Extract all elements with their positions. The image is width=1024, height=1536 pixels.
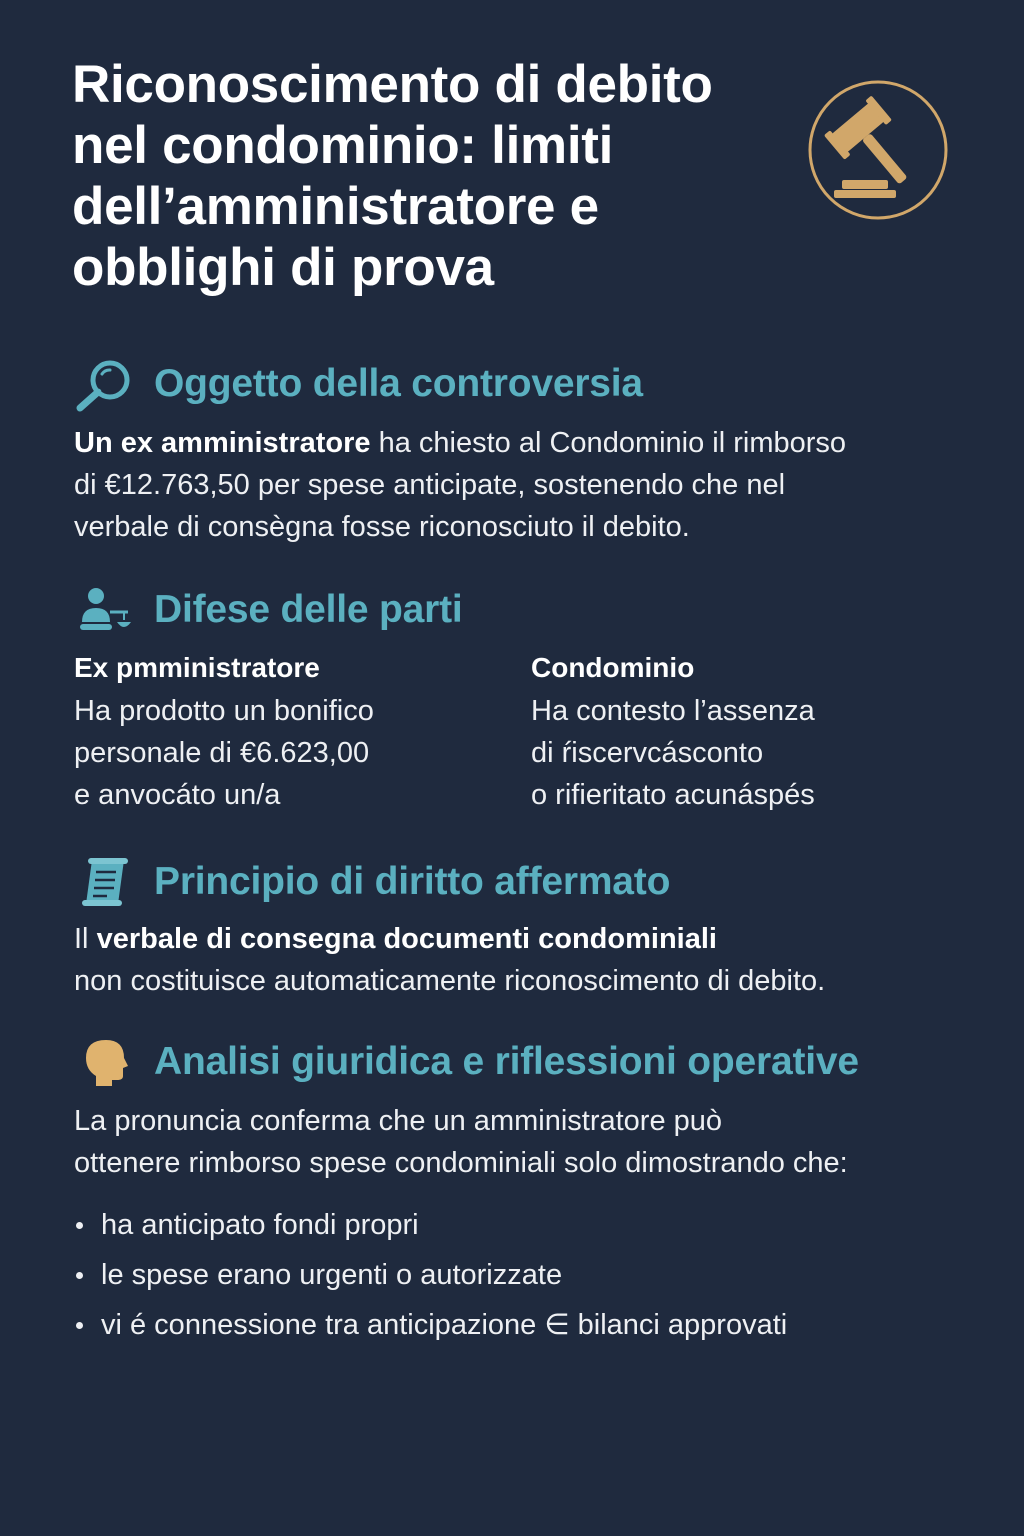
bullet-dot: [76, 1222, 83, 1229]
section-oggetto-title: Oggetto della controversia: [154, 362, 643, 405]
section-analisi-text: [74, 1100, 994, 1184]
magnifier-icon: [74, 356, 134, 412]
section-principio-heading: [74, 854, 670, 910]
difese-right-line: o rifieritato acunáspés: [531, 779, 815, 811]
list-item: [74, 1200, 787, 1250]
section-oggetto-text: [74, 422, 994, 548]
parties-scale-icon: [74, 582, 134, 638]
oggetto-lead: Un ex amministratore: [74, 427, 371, 459]
difese-left-line: personale di €6.623,00: [74, 737, 370, 769]
page-title: [72, 54, 792, 298]
gavel-icon: [796, 80, 960, 244]
bullet-text: ha anticipato fondi propri: [101, 1209, 419, 1241]
oggetto-line2: di €12.763,50 per spese anticipate, sostenendo che nel: [74, 469, 786, 501]
oggetto-line1-rest: ha chiesto al Condominio il rimborso: [370, 427, 847, 459]
principio-prefix: Il: [74, 923, 97, 955]
title-line-3: dell’amministratore e: [72, 177, 599, 236]
difese-left-line: Ha prodotto un bonifico: [74, 695, 374, 727]
difese-left-line: e anvocáto un/a: [74, 779, 281, 811]
difese-left-column: [74, 648, 494, 816]
analisi-line1: La pronuncia conferma che un amministratore può: [74, 1105, 723, 1137]
list-item: [74, 1250, 787, 1300]
section-analisi-heading: [74, 1034, 859, 1090]
analisi-line2: ottenere rimborso spese condominiali solo dimostrando che:: [74, 1147, 848, 1179]
section-difese-heading: [74, 582, 463, 638]
title-line-2: nel condominio: limiti: [72, 116, 614, 175]
bullet-text: vi é connessione tra anticipazione ∈ bilanci approvati: [101, 1309, 788, 1341]
section-principio-text: [74, 918, 994, 1002]
scroll-icon: [74, 854, 134, 910]
analisi-bullet-list: [74, 1200, 787, 1350]
bullet-text: le spese erano urgenti o autorizzate: [101, 1259, 563, 1291]
difese-right-title: Condominio: [531, 652, 695, 683]
oggetto-line3: verbale di consègna fosse riconosciuto il debito.: [74, 511, 690, 543]
difese-right-line: Ha contesto l’assenza: [531, 695, 815, 727]
section-analisi-title: Analisi giuridica e riflessioni operative: [154, 1040, 859, 1083]
difese-left-title: Ex pmministratore: [74, 652, 320, 683]
list-item: [74, 1300, 787, 1350]
title-line-1: Riconoscimento di debito: [72, 55, 713, 114]
difese-right-column: [531, 648, 951, 816]
bullet-dot: [76, 1322, 83, 1329]
principio-line2: non costituisce automaticamente riconoscimento di debito.: [74, 965, 826, 997]
section-oggetto-heading: [74, 356, 643, 412]
difese-right-line: di ŕiscervcásconto: [531, 737, 764, 769]
principio-bold: verbale di consegna documenti condominiali: [96, 923, 717, 955]
section-principio-title: Principio di diritto affermato: [154, 860, 671, 903]
head-icon: [74, 1034, 134, 1090]
bullet-dot: [76, 1272, 83, 1279]
title-line-4: obblighi di prova: [72, 238, 494, 297]
section-difese-title: Difese delle parti: [154, 588, 463, 631]
